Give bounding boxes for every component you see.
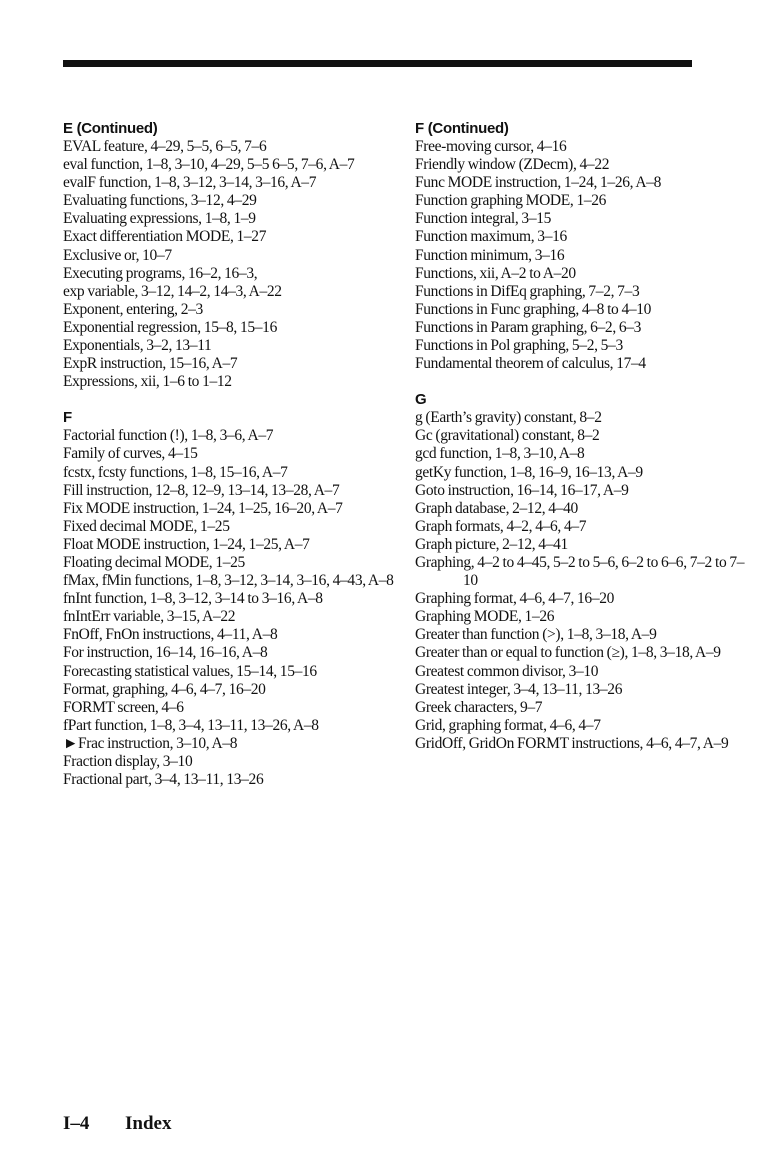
index-entry: Greek characters, 9–7 bbox=[415, 698, 543, 716]
index-entry: Exponent, entering, 2–3 bbox=[63, 300, 203, 318]
index-entry: getKy function, 1–8, 16–9, 16–13, A–9 bbox=[415, 463, 643, 481]
section-heading: F bbox=[63, 409, 72, 427]
index-entry: Fraction display, 3–10 bbox=[63, 753, 193, 770]
index-entry: Greatest integer, 3–4, 13–11, 13–26 bbox=[415, 680, 623, 698]
index-entry: Float MODE instruction, 1–24, 1–25, A–7 bbox=[63, 535, 310, 553]
page-number: I–4 bbox=[63, 1113, 90, 1134]
index-entry: GridOff, GridOn FORMT instructions, 4–6, 4–7, A–9 bbox=[415, 734, 729, 752]
index-entry: ►Frac instruction, 3–10, A–8 bbox=[63, 734, 238, 752]
index-entry: For instruction, 16–14, 16–16, A–8 bbox=[63, 644, 268, 662]
index-entry: Fundamental theorem of calculus, 17–4 bbox=[415, 355, 646, 373]
index-entry: Graphing MODE, 1–26 bbox=[415, 608, 555, 626]
index-entry: Graph formats, 4–2, 4–6, 4–7 bbox=[415, 517, 587, 535]
index-entry: Func MODE instruction, 1–24, 1–26, A–8 bbox=[415, 174, 661, 192]
index-entry: Graph database, 2–12, 4–40 bbox=[415, 499, 578, 517]
index-entry: Exponentials, 3–2, 13–11 bbox=[63, 337, 212, 355]
index-entry: Forecasting statistical values, 15–14, 15–16 bbox=[63, 662, 317, 680]
index-entry: gcd function, 1–8, 3–10, A–8 bbox=[415, 445, 585, 463]
index-entry: Exclusive or, 10–7 bbox=[63, 246, 172, 264]
index-entry: exp variable, 3–12, 14–2, 14–3, A–22 bbox=[63, 282, 282, 300]
right-section bbox=[415, 120, 755, 373]
index-entry: Functions in Param graphing, 6–2, 6–3 bbox=[415, 318, 642, 336]
index-entry: fMax, fMin functions, 1–8, 3–12, 3–14, 3–16, 4–43, A–8 bbox=[63, 572, 394, 590]
index-entry: Functions in DifEq graphing, 7–2, 7–3 bbox=[415, 282, 640, 300]
index-entry: g (Earth’s gravity) constant, 8–2 bbox=[415, 409, 602, 427]
index-entry: fnIntErr variable, 3–15, A–22 bbox=[63, 608, 236, 626]
index-entry: Greater than or equal to function (≥), 1–8, 3–18, A–9 bbox=[415, 644, 721, 662]
index-entry: Functions in Pol graphing, 5–2, 5–3 bbox=[415, 337, 623, 355]
index-entry: Evaluating expressions, 1–8, 1–9 bbox=[63, 210, 256, 228]
index-entry: FnOff, FnOn instructions, 4–11, A–8 bbox=[63, 626, 278, 644]
index-entry: Function minimum, 3–16 bbox=[415, 246, 565, 264]
index-entry: Friendly window (ZDecm), 4–22 bbox=[415, 156, 610, 174]
index-entry: FORMT screen, 4–6 bbox=[63, 698, 184, 716]
right-section bbox=[415, 391, 755, 753]
right-column bbox=[415, 120, 755, 753]
index-entry: Executing programs, 16–2, 16–3, bbox=[63, 264, 258, 282]
left-section bbox=[63, 120, 403, 391]
index-entry: Function graphing MODE, 1–26 bbox=[415, 192, 607, 210]
index-entry: Fixed decimal MODE, 1–25 bbox=[63, 517, 230, 535]
index-entry: Fill instruction, 12–8, 12–9, 13–14, 13–28, A–7 bbox=[63, 481, 340, 499]
section-heading: E (Continued) bbox=[63, 120, 158, 137]
index-entry: EVAL feature, 4–29, 5–5, 6–5, 7–6 bbox=[63, 138, 267, 155]
index-entry: Functions in Func graphing, 4–8 to 4–10 bbox=[415, 300, 652, 318]
index-entry: Expressions, xii, 1–6 to 1–12 bbox=[63, 373, 232, 391]
index-entry: Grid, graphing format, 4–6, 4–7 bbox=[415, 716, 601, 734]
index-entry: Family of curves, 4–15 bbox=[63, 445, 198, 463]
index-entry: fPart function, 1–8, 3–4, 13–11, 13–26, A–8 bbox=[63, 716, 319, 734]
index-entry: Greatest common divisor, 3–10 bbox=[415, 662, 599, 680]
index-entry: Exponential regression, 15–8, 15–16 bbox=[63, 318, 277, 336]
index-entry: Goto instruction, 16–14, 16–17, A–9 bbox=[415, 481, 629, 499]
index-entry: Free-moving cursor, 4–16 bbox=[415, 138, 567, 155]
index-entry: Fix MODE instruction, 1–24, 1–25, 16–20, A–7 bbox=[63, 499, 343, 517]
index-entry: Graphing format, 4–6, 4–7, 16–20 bbox=[415, 590, 615, 608]
section-heading: G bbox=[415, 391, 427, 409]
index-entry: Function integral, 3–15 bbox=[415, 210, 552, 228]
index-entry: Fractional part, 3–4, 13–11, 13–26 bbox=[63, 771, 264, 789]
index-entry: Floating decimal MODE, 1–25 bbox=[63, 553, 245, 571]
index-entry: Greater than function (>), 1–8, 3–18, A–9 bbox=[415, 626, 657, 644]
section-name: Index bbox=[125, 1113, 172, 1134]
index-entry: Functions, xii, A–2 to A–20 bbox=[415, 264, 576, 282]
index-entry: evalF function, 1–8, 3–12, 3–14, 3–16, A–7 bbox=[63, 174, 317, 192]
index-entry: Gc (gravitational) constant, 8–2 bbox=[415, 427, 600, 445]
index-entry: fnInt function, 1–8, 3–12, 3–14 to 3–16, A–8 bbox=[63, 590, 323, 608]
index-entry: Graphing, 4–2 to 4–45, 5–2 to 5–6, 6–2 to 6–6, 7–2 to 7–10 bbox=[415, 553, 745, 590]
index-entry: fcstx, fcsty functions, 1–8, 15–16, A–7 bbox=[63, 463, 288, 481]
index-entry: Evaluating functions, 3–12, 4–29 bbox=[63, 192, 257, 210]
index-entry: Exact differentiation MODE, 1–27 bbox=[63, 228, 267, 246]
section-heading: F (Continued) bbox=[415, 120, 509, 137]
left-column bbox=[63, 120, 403, 789]
index-entry: ExpR instruction, 15–16, A–7 bbox=[63, 355, 238, 373]
index-entry: eval function, 1–8, 3–10, 4–29, 5–5 6–5, 7–6, A–7 bbox=[63, 156, 355, 174]
top-rule bbox=[63, 60, 692, 67]
index-entry: Function maximum, 3–16 bbox=[415, 228, 567, 246]
index-entry: Factorial function (!), 1–8, 3–6, A–7 bbox=[63, 427, 274, 445]
left-section bbox=[63, 409, 403, 789]
index-entry: Graph picture, 2–12, 4–41 bbox=[415, 535, 568, 553]
index-entry: Format, graphing, 4–6, 4–7, 16–20 bbox=[63, 680, 266, 698]
page-footer bbox=[63, 1112, 171, 1136]
